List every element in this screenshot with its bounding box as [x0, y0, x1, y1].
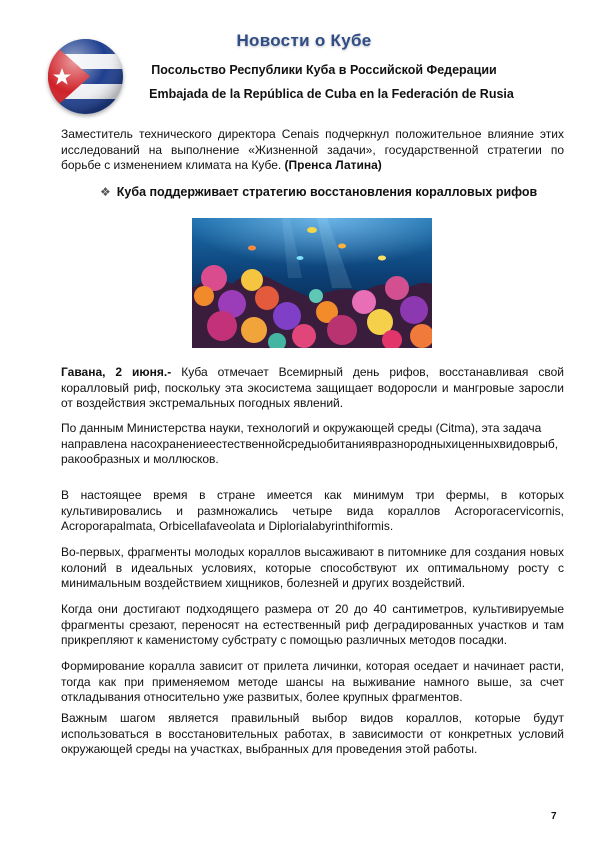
diamond-bullet-icon: ❖	[100, 185, 111, 199]
article-paragraph-1	[61, 365, 564, 412]
article-paragraph-2: По данным Министерства науки, технологий и окружающей среды (Citma), эта задача направлена насохранениеестественнойсредыобитаниявразнородныхиценныхвидоврыб, ракообразных и моллюсков.	[61, 421, 559, 466]
lead-paragraph	[61, 127, 564, 174]
paragraph-1-text: Куба отмечает Всемирный день рифов, восстанавливая свой коралловый риф, поскольку эта экосистема защищает водоросли и мангровые заросли от воздействия экстремальных погодных явлений.	[61, 365, 564, 410]
article-heading-text: Куба поддерживает стратегию восстановления коралловых рифов	[116, 185, 538, 199]
article-paragraph-4: Во-первых, фрагменты молодых кораллов высаживают в питомнике для создания новых колоний в идеальных условиях, которые способствуют их оптимальному росту с минимальным воздействием хищников, болезней и других воздействий.	[61, 545, 564, 590]
lead-source: (Пренса Латина)	[284, 158, 382, 172]
embassy-name-ru: Посольство Республики Куба в Российской Федерации	[151, 63, 497, 77]
article-paragraph-7: Важным шагом является правильный выбор видов кораллов, которые будут использоваться в восстановительных работах, в зависимости от конкретных условий окружающей среды на участках, выбранных для проведения этой работы.	[61, 711, 564, 756]
news-title: Новости о Кубе	[236, 31, 372, 50]
article-paragraph-3: В настоящее время в стране имеется как минимум три фермы, в которых культивировались и размножались четыре вида кораллов Acroporacervicornis, Acroporapalmata, Orbicellafaveolata и Diplorialabyrinthiformis.	[61, 488, 564, 533]
lead-text: Заместитель технического директора Cenais подчеркнул положительное влияние этих исследований на выполнение «Жизненной задачи», государственной стратегии по борьбе с изменением климата на Кубе.	[61, 127, 564, 172]
page-number: 7	[551, 811, 557, 822]
embassy-name-es: Embajada de la República de Cuba en la Federación de Rusia	[149, 87, 514, 101]
article-paragraph-5: Когда они достигают подходящего размера от 20 до 40 сантиметров, культивируемые фрагменты срезают, переносят на естественный риф деградированных участков и там прикрепляют к каменистому субстрату с помощью различных методов посадки.	[61, 602, 564, 647]
article-heading	[100, 185, 537, 199]
coral-reef-photo	[192, 218, 432, 348]
dateline: Гавана, 2 июня.-	[61, 365, 172, 379]
article-paragraph-6: Формирование коралла зависит от прилета личинки, которая оседает и начинает расти, тогда как при применяемом методе шансы на выживание намного выше, за счет откладывания относительно уже развитых, более крупных фрагментов.	[61, 659, 564, 704]
